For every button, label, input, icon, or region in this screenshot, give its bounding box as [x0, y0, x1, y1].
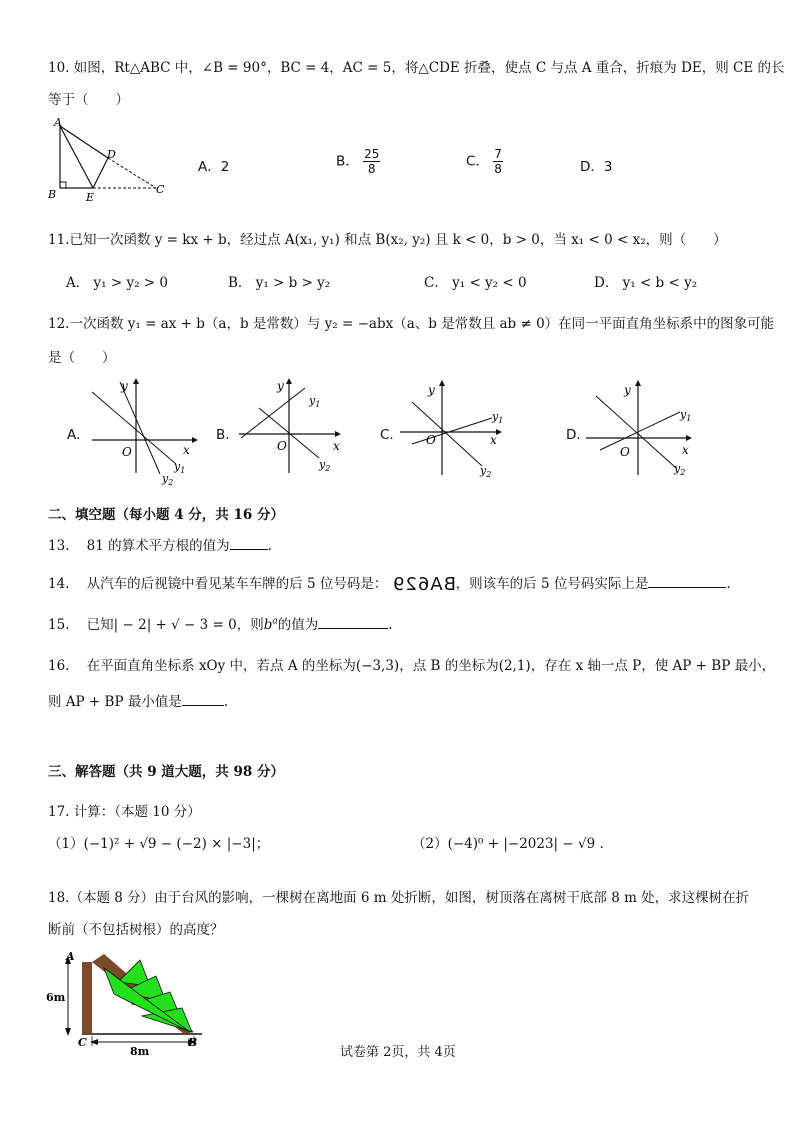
svg-text:y: y: [624, 383, 631, 397]
q12-line2: 是（ ）: [48, 350, 116, 366]
svg-text:A: A: [66, 950, 75, 963]
q16-line2: 则 AP + BP 最小值是 .: [48, 694, 229, 710]
q10-side-dc: [108, 158, 156, 188]
svg-text:6m: 6m: [46, 991, 66, 1004]
svg-text:y1: $y_1$: [492, 410, 504, 425]
svg-text:y: y: [277, 379, 284, 393]
page-footer: 试卷第 2页，共 4页: [340, 1045, 456, 1060]
svg-text:x: x: [682, 443, 689, 457]
q10-triangle-figure: [46, 116, 176, 204]
q10-line1: 10. 如图，Rt△ABC 中，∠B = 90°，BC = 4，AC = 5，将△CDE 折叠，使点 C 与点 A 重合，折痕为 DE，则 CE 的长: [48, 60, 785, 76]
tree-trunk: [82, 962, 92, 1034]
svg-text:y: y: [428, 383, 435, 397]
fraction-7-8: $\frac{7}{8}$: [494, 147, 502, 176]
q17-part1: （1）(−1)² + √9 − (−2) × |−3|；: [48, 836, 270, 852]
q10-option-d[interactable]: D．3: [580, 159, 613, 175]
svg-text:O: O: [426, 433, 436, 447]
svg-text:y2: $y_2$: [162, 472, 174, 487]
svg-text:O: O: [122, 445, 132, 459]
q12-option-b[interactable]: B.: [216, 427, 230, 443]
q11-stem: 11.已知一次函数 y = kx + b，经过点 A(x₁, y₁) 和点 B(x₂, y₂) 且 k < 0，b > 0，当 x₁ < 0 < x₂，则（ ）: [48, 232, 727, 248]
q10-option-b[interactable]: B． $\frac{25}{8}$: [336, 147, 380, 176]
q12-line1: 12.一次函数 y₁ = ax + b（a，b 是常数）与 y₂ = −abx（a、b 是常数且 ab ≠ 0）在同一平面直角坐标系中的图象可能: [48, 316, 775, 332]
svg-text:y2: $y_2$: [674, 462, 686, 477]
svg-text:y1: $y_1$: [309, 394, 321, 409]
svg-text:8m: 8m: [130, 1045, 150, 1058]
q10-side-ae: [60, 126, 93, 188]
svg-text:y1: $y_1$: [174, 460, 186, 475]
svg-text:O: O: [277, 439, 287, 453]
svg-text:x: x: [183, 443, 190, 457]
q10-right-angle: [60, 182, 66, 188]
svg-text:y2: $y_2$: [480, 464, 492, 479]
section-2-title: 二、填空题（每小题 4 分，共 16 分）: [48, 507, 284, 523]
q12-graph-a: [88, 378, 198, 487]
svg-text:y2: $y_2$: [319, 458, 331, 473]
q12-option-d[interactable]: D.: [566, 427, 581, 443]
label-c: C: [156, 183, 165, 196]
q15-answer-blank[interactable]: [318, 616, 388, 629]
q11-option-c[interactable]: C． y₁ < y₂ < 0: [424, 275, 527, 291]
q10-line2: 等于（ ）: [48, 92, 129, 108]
svg-text:y1: $y_1$: [680, 408, 692, 423]
q14: 14. 从汽车的后视镜中看见某车车牌的后 5 位号码是： BA629，则该车的后 5 位号码实际上是 .: [48, 574, 731, 595]
q16-line1: 16. 在平面直角坐标系 xOy 中，若点 A 的坐标为(−3,3)，点 B 的坐标为(2,1)，存在 x 轴一点 P，使 AP + BP 最小，: [48, 658, 776, 674]
q10-side-ad: [60, 126, 108, 158]
svg-text:x: x: [333, 439, 340, 453]
q15: 15. 已知| − 2| + √ − 3 = 0，则$b^a$的值为 .: [48, 616, 393, 633]
q16-answer-blank[interactable]: [182, 693, 224, 706]
svg-text:y: y: [121, 379, 128, 393]
q12-graph-d: [586, 380, 696, 480]
label-d: D: [107, 148, 116, 161]
q18-broken-tree-figure: [44, 946, 214, 1058]
q18-line1: 18.（本题 8 分）由于台风的影响，一棵树在离地面 6 m 处折断，如图，树顶落在离树干底部 8 m 处，求这棵树在折: [48, 890, 750, 906]
q13-answer-blank[interactable]: [230, 537, 268, 550]
fraction-25-8: $\frac{25}{8}$: [364, 147, 380, 176]
q17-title: 17. 计算：（本题 10 分）: [48, 804, 201, 820]
svg-text:x: x: [490, 433, 497, 447]
q14-answer-blank[interactable]: [648, 575, 726, 588]
svg-text:C: C: [78, 1036, 87, 1049]
section-3-title: 三、解答题（共 9 道大题，共 98 分）: [48, 764, 284, 780]
q12-graph-b: [235, 378, 345, 478]
q12-option-c[interactable]: C.: [380, 427, 394, 443]
label-e: E: [86, 191, 95, 204]
q11-option-b[interactable]: B． y₁ > b > y₂: [228, 275, 331, 291]
q11-option-a[interactable]: A． y₁ > y₂ > 0: [66, 275, 168, 291]
svg-text:O: O: [620, 445, 630, 459]
q13: 13. 81 的算术平方根的值为 .: [48, 538, 272, 554]
q10-option-c[interactable]: C． $\frac{7}{8}$: [466, 147, 502, 176]
q18-line2: 断前（不包括树根）的高度？: [48, 922, 224, 938]
label-a: A: [54, 116, 62, 129]
q10-option-a[interactable]: A．2: [198, 159, 230, 175]
q12-graph-c: [400, 380, 510, 480]
q17-part2: （2）(−4)⁰ + |−2023| − √9 .: [412, 836, 604, 852]
q12-option-a[interactable]: A.: [67, 427, 81, 443]
q10-fold-de: [93, 158, 108, 188]
q11-option-d[interactable]: D． y₁ < b < y₂: [594, 275, 698, 291]
svg-text:B: B: [188, 1036, 198, 1049]
label-b: B: [48, 188, 57, 201]
mirrored-plate: BA629: [391, 574, 456, 595]
